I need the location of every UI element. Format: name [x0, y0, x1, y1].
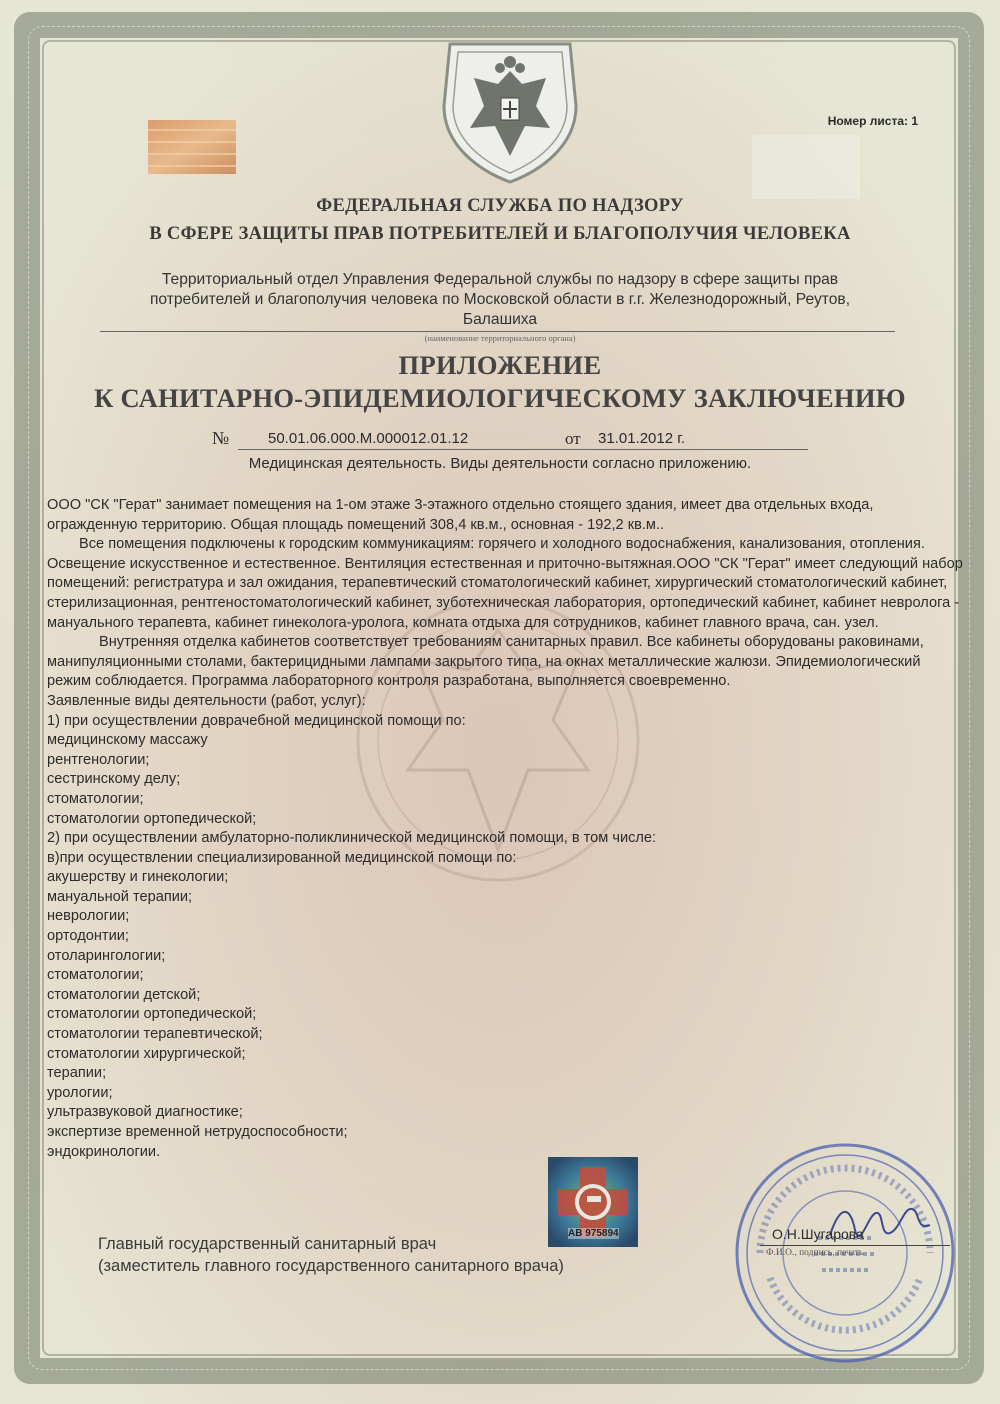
number-sign: №	[212, 428, 230, 448]
signature-underline	[760, 1245, 950, 1246]
agency-title-line1: ФЕДЕРАЛЬНАЯ СЛУЖБА ПО НАДЗОРУ	[316, 196, 684, 216]
services-intro: Заявленные виды деятельности (работ, услуг):	[47, 692, 366, 709]
list-item: медицинскому массажу	[47, 732, 208, 749]
signature-caption: Ф.И.О., подпись, печать	[766, 1248, 864, 1258]
territorial-line2: потребителей и благополучия человека по Московской области в г.г. Железнодорожный, Реутов,	[149, 291, 851, 308]
activity-type: Медицинская деятельность. Виды деятельности согласно приложению.	[248, 455, 752, 472]
territorial-caption: (наименование территориального органа)	[424, 333, 576, 343]
agency-title-line2: В СФЕРЕ ЗАЩИТЫ ПРАВ ПОТРЕБИТЕЛЕЙ И БЛАГОПОЛУЧИЯ ЧЕЛОВЕКА	[149, 224, 851, 244]
list-item: стоматологии хирургической;	[47, 1045, 246, 1062]
list-item: неврологии;	[47, 908, 130, 925]
territorial-line3: Балашиха	[462, 311, 538, 328]
signatory-title-line1: Главный государственный санитарный врач	[98, 1235, 437, 1253]
document-date: 31.01.2012 г.	[598, 430, 686, 447]
list-item: ортодонтии;	[47, 928, 129, 945]
coat-of-arms-emblem-icon	[440, 36, 580, 186]
list-item: рентгенологии;	[47, 751, 150, 768]
signatory-title	[98, 1233, 564, 1277]
list-item: 1) при осуществлении доврачебной медицинской помощи по:	[47, 712, 466, 729]
list-item: 2) при осуществлении амбулаторно-поликлинической медицинской помощи, в том числе:	[47, 830, 657, 847]
list-item: терапии;	[47, 1065, 107, 1082]
list-item: урологии;	[47, 1084, 113, 1101]
sheet-number: Номер листа: 1	[827, 114, 918, 128]
number-underline	[238, 449, 808, 450]
signatory-name: О.Н.Шугарова	[772, 1226, 864, 1242]
list-item: стоматологии терапевтической;	[47, 1026, 263, 1043]
date-label: от	[565, 429, 581, 448]
territorial-line1: Территориальный отдел Управления Федеральной службы по надзору в сфере защиты прав	[161, 271, 839, 288]
hologram-strip-icon	[148, 120, 236, 174]
list-item: стоматологии детской;	[47, 986, 201, 1003]
list-item: в)при осуществлении специализированной медицинской помощи по:	[47, 849, 517, 866]
body-paragraph-finishing: Внутренняя отделка кабинетов соответствует требованиям санитарных правил. Все кабинеты оборудованы раковинами, манипуляционными столами, бактерицидными лампами закрытого типа, на окнах металлические жалюзи. Эпидемиологический режим соблюдается. Программа лабораторного контроля разработана, выполняется своевременно.	[47, 634, 924, 690]
list-item: экспертизе временной нетрудоспособности;	[47, 1124, 348, 1140]
document-number: 50.01.06.000.М.000012.01.12	[268, 430, 469, 447]
body-paragraph-utilities: Все помещения подключены к городским коммуникациям: горячего и холодного водоснабжения, канализования, отопления. Освещение искусственное и естественное. Вентиляция естественная и приточно-вытяжная.ООО "СК "Герат" имеет следующий набор помещений: регистратура и зал ожидания, терапевтический стоматологический кабинет, хирургический стоматологический кабинет, стерилизационная, рентгеностоматологический кабинет, зуботехническая лаборатория, ортопедический кабинет, кабинет невролога - мануального терапевта, кабинет гинеколога-уролога, комната отдыха для сотрудников, кабинет главного врача, сан. узел.	[47, 536, 963, 631]
list-item: отоларингологии;	[47, 947, 166, 964]
signatory-title-line2: (заместитель главного государственного санитарного врача)	[98, 1257, 564, 1275]
list-item: сестринскому делу;	[47, 771, 181, 788]
document-body	[47, 496, 967, 1162]
list-item: мануальной терапии;	[47, 888, 193, 905]
document-title-line1: ПРИЛОЖЕНИЕ	[398, 350, 602, 380]
list-item: стоматологии;	[47, 967, 144, 984]
body-paragraph-premises: ООО "СК "Герат" занимает помещения на 1-ом этаже 3-этажного отдельно стоящего здания, имеет два отдельных входа, огражденную территорию. Общая площадь помещений 308,4 кв.м., основная - 192,2 кв.м..	[47, 497, 874, 533]
list-item: ультразвуковой диагностике;	[47, 1104, 243, 1121]
handwritten-signature-icon	[820, 1195, 940, 1255]
sticker-serial: АВ 975894	[568, 1228, 619, 1239]
document-title-line2: К САНИТАРНО-ЭПИДЕМИОЛОГИЧЕСКОМУ ЗАКЛЮЧЕНИЮ	[94, 383, 906, 413]
territorial-underline	[100, 331, 895, 332]
list-item: эндокринологии.	[47, 1143, 161, 1160]
blank-patch	[752, 135, 860, 199]
list-item: стоматологии ортопедической;	[47, 1006, 257, 1023]
list-item: стоматологии;	[47, 790, 144, 807]
list-item: акушерству и гинекологии;	[47, 869, 229, 886]
services-list	[47, 712, 967, 1163]
list-item: стоматологии ортопедической;	[47, 810, 257, 827]
